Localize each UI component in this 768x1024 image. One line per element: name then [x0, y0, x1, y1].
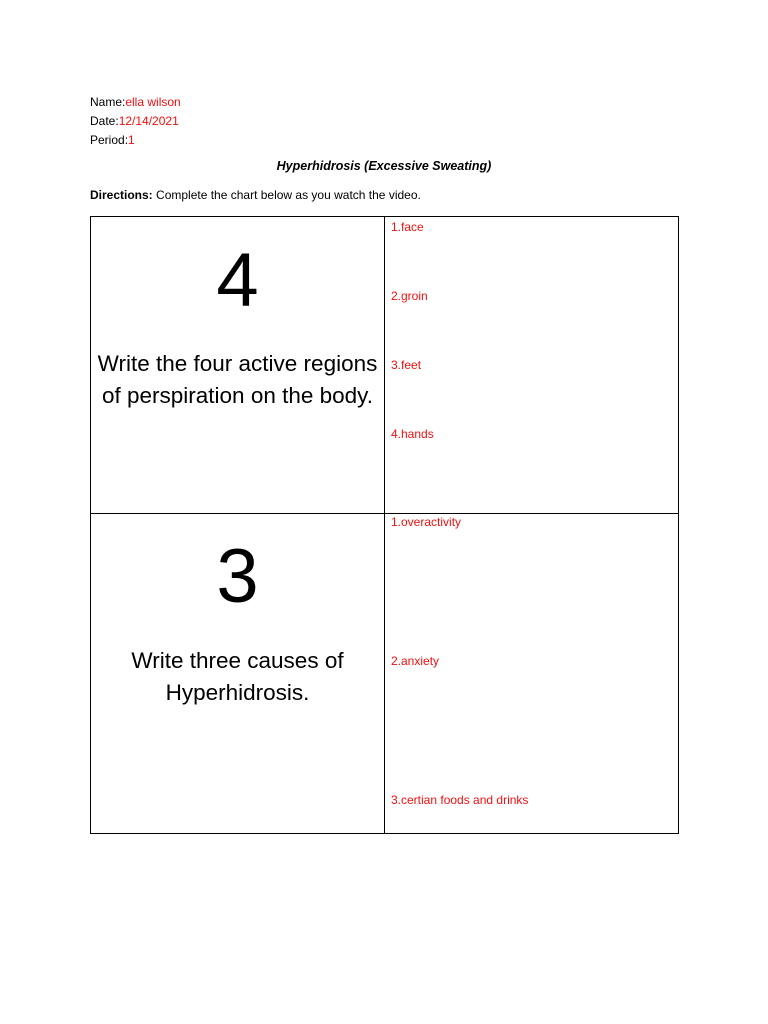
worksheet-title: Hyperhidrosis (Excessive Sweating)	[276, 159, 492, 173]
date-value: 12/14/2021	[118, 114, 179, 128]
prompt-text: Write the four active regions of perspiration on the body.	[97, 351, 378, 408]
answer-count: 4	[216, 238, 259, 323]
answer-item: 2.groin	[391, 289, 428, 303]
period-line	[90, 133, 135, 147]
chart-table	[90, 216, 679, 834]
chart-row	[91, 217, 679, 514]
directions-text: Complete the chart below as you watch the video.	[152, 188, 421, 202]
answer-item: 2.anxiety	[391, 654, 440, 668]
answer-item: 4.hands	[391, 427, 434, 441]
date-line	[90, 114, 179, 128]
period-value: 1	[128, 133, 135, 147]
answer-cell[interactable]	[385, 514, 679, 834]
directions-label: Directions:	[90, 188, 153, 202]
directions	[90, 188, 421, 202]
name-value: ella wilson	[125, 95, 181, 109]
answer-item: 3.feet	[391, 358, 422, 372]
date-label: Date:	[90, 114, 119, 128]
period-label: Period:	[90, 133, 129, 147]
answer-item: 1.face	[391, 220, 424, 234]
answer-item: 1.overactivity	[391, 515, 462, 529]
prompt-cell	[91, 514, 385, 834]
answer-count: 3	[216, 534, 259, 619]
name-line	[90, 95, 181, 109]
chart-row	[91, 514, 679, 834]
name-label: Name:	[90, 95, 126, 109]
answer-cell[interactable]	[385, 217, 679, 514]
answer-item: 3.certian foods and drinks	[391, 793, 529, 807]
prompt-cell	[91, 217, 385, 514]
prompt-text: Write three causes of Hyperhidrosis.	[131, 648, 344, 705]
